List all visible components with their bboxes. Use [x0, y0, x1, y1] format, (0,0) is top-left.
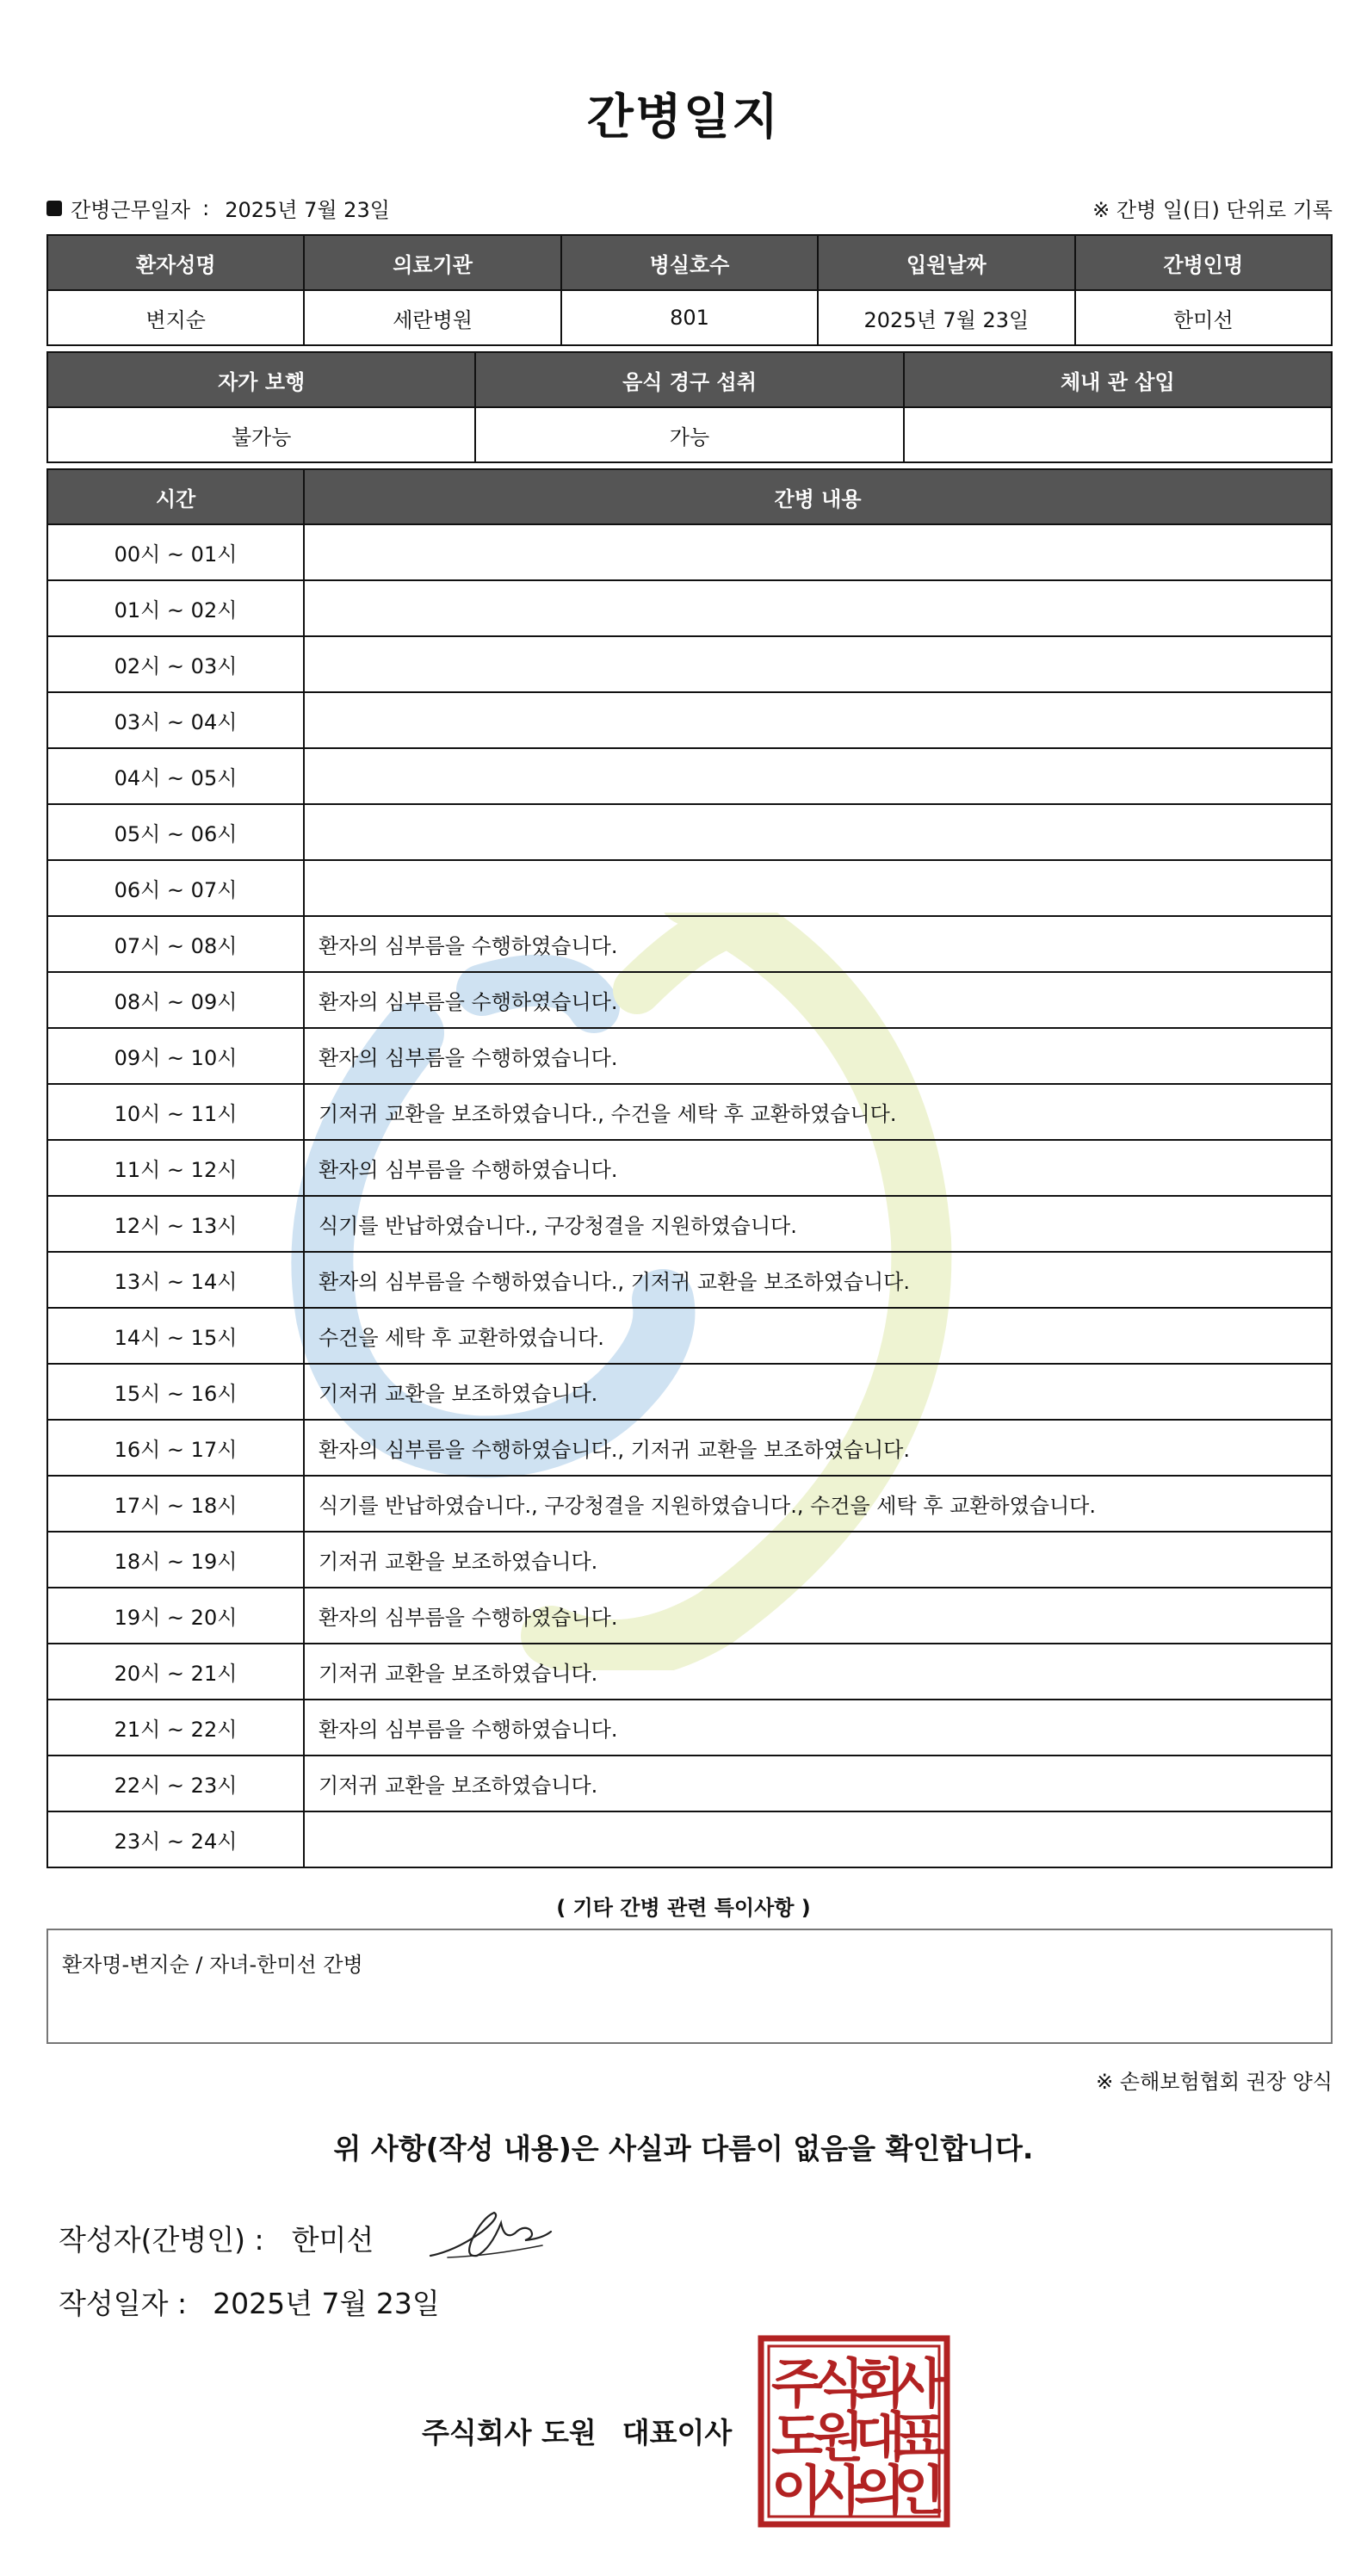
notes-text: 환자명-변지순 / 자녀-한미선 간병 [62, 1953, 363, 1977]
table-row [47, 580, 1332, 636]
table-row [47, 636, 1332, 692]
content-cell [304, 748, 1332, 804]
header-caregiver-name: 간병인명 [1075, 235, 1332, 290]
time-cell: 10시 ~ 11시 [47, 1084, 304, 1140]
time-cell: 19시 ~ 20시 [47, 1588, 304, 1644]
header-room-number: 병실호수 [561, 235, 818, 290]
patient-name-value: 변지순 [47, 290, 304, 345]
svg-text:표: 표 [894, 2406, 945, 2468]
hospital-value: 세란병원 [304, 290, 560, 345]
time-cell: 09시 ~ 10시 [47, 1028, 304, 1084]
content-cell: 기저귀 교환을 보조하였습니다., 수건을 세탁 후 교환하였습니다. [304, 1084, 1332, 1140]
content-cell: 환자의 심부름을 수행하였습니다. [304, 916, 1332, 972]
time-cell: 05시 ~ 06시 [47, 804, 304, 860]
time-cell: 15시 ~ 16시 [47, 1364, 304, 1420]
table-row [47, 1532, 1332, 1588]
table-row [47, 1252, 1332, 1308]
time-cell: 11시 ~ 12시 [47, 1140, 304, 1196]
svg-text:사: 사 [813, 2459, 864, 2522]
header-hospital: 의료기관 [304, 235, 560, 290]
header-time: 시간 [47, 469, 304, 524]
oral-intake-value: 가능 [475, 407, 903, 462]
svg-text:인: 인 [894, 2459, 945, 2522]
care-log-header-row [47, 469, 1332, 524]
table-row [47, 1308, 1332, 1364]
content-cell [304, 636, 1332, 692]
table-row [47, 972, 1332, 1028]
company-seal-icon [758, 2335, 950, 2528]
work-date-colon: : [202, 195, 210, 220]
time-cell: 22시 ~ 23시 [47, 1756, 304, 1811]
writer-line [59, 2218, 374, 2258]
content-cell: 환자의 심부름을 수행하였습니다., 기저귀 교환을 보조하였습니다. [304, 1420, 1332, 1476]
time-cell: 16시 ~ 17시 [47, 1420, 304, 1476]
notes-box [46, 1929, 1333, 2044]
content-cell: 환자의 심부름을 수행하였습니다. [304, 1140, 1332, 1196]
confirm-statement: 위 사항(작성 내용)은 사실과 다름이 없음을 확인합니다. [333, 2132, 1034, 2165]
time-cell: 14시 ~ 15시 [47, 1308, 304, 1364]
written-date-line [59, 2282, 440, 2322]
bullet-square-icon [46, 201, 62, 216]
time-cell: 21시 ~ 22시 [47, 1700, 304, 1756]
svg-text:대: 대 [854, 2406, 906, 2468]
writer-name: 한미선 [291, 2223, 374, 2257]
company-name: 주식회사 도원 [422, 2416, 597, 2449]
time-cell: 12시 ~ 13시 [47, 1196, 304, 1252]
table-row [47, 860, 1332, 916]
table-row [47, 1084, 1332, 1140]
content-cell: 식기를 반납하였습니다., 구강청결을 지원하였습니다. [304, 1196, 1332, 1252]
header-self-walking: 자가 보행 [47, 352, 475, 407]
svg-text:원: 원 [813, 2406, 864, 2468]
work-date-value: 2025년 7월 23일 [225, 198, 390, 222]
content-cell [304, 860, 1332, 916]
patient-info-header-row [47, 235, 1332, 290]
time-cell: 04시 ~ 05시 [47, 748, 304, 804]
content-cell: 기저귀 교환을 보조하였습니다. [304, 1644, 1332, 1700]
svg-text:사: 사 [894, 2352, 945, 2415]
content-cell [304, 580, 1332, 636]
self-walking-value: 불가능 [47, 407, 475, 462]
content-cell: 환자의 심부름을 수행하였습니다., 기저귀 교환을 보조하였습니다. [304, 1252, 1332, 1308]
content-cell: 식기를 반납하였습니다., 구강청결을 지원하였습니다., 수건을 세탁 후 교환하였습니다. [304, 1476, 1332, 1532]
time-cell: 02시 ~ 03시 [47, 636, 304, 692]
work-date [46, 193, 390, 223]
content-cell: 환자의 심부름을 수행하였습니다. [304, 1700, 1332, 1756]
status-header-row [47, 352, 1332, 407]
table-row [47, 748, 1332, 804]
table-row [47, 692, 1332, 748]
time-cell: 20시 ~ 21시 [47, 1644, 304, 1700]
svg-text:도: 도 [771, 2406, 823, 2468]
patient-info-value-row [47, 290, 1332, 345]
company-title: 대표이사 [622, 2416, 733, 2449]
content-cell: 환자의 심부름을 수행하였습니다. [304, 972, 1332, 1028]
table-row [47, 1028, 1332, 1084]
header-oral-intake: 음식 경구 섭취 [475, 352, 903, 407]
table-row [47, 1364, 1332, 1420]
written-date-label: 작성일자 : [59, 2287, 188, 2320]
table-row [47, 524, 1332, 580]
patient-info-table [46, 234, 1333, 346]
work-date-label: 간병근무일자 [71, 198, 191, 222]
status-value-row [47, 407, 1332, 462]
page-title: 간병일지 [586, 90, 781, 146]
recommend-note: ※ 손해보험협회 권장 양식 [1096, 2070, 1333, 2094]
header-care-content: 간병 내용 [304, 469, 1332, 524]
table-row [47, 1700, 1332, 1756]
time-cell: 08시 ~ 09시 [47, 972, 304, 1028]
header-admission-date: 입원날짜 [818, 235, 1074, 290]
tube-insertion-value [904, 407, 1332, 462]
header-patient-name: 환자성명 [47, 235, 304, 290]
care-log-table [46, 468, 1333, 1868]
time-cell: 17시 ~ 18시 [47, 1476, 304, 1532]
content-cell [304, 1811, 1332, 1867]
content-cell: 환자의 심부름을 수행하였습니다. [304, 1028, 1332, 1084]
table-row [47, 1140, 1332, 1196]
company-signature-line [422, 2411, 732, 2451]
table-row [47, 804, 1332, 860]
patient-status-table [46, 351, 1333, 463]
content-cell: 기저귀 교환을 보조하였습니다. [304, 1756, 1332, 1811]
caregiver-name-value: 한미선 [1075, 290, 1332, 345]
table-row [47, 1811, 1332, 1867]
svg-text:회: 회 [854, 2352, 906, 2415]
content-cell: 기저귀 교환을 보조하였습니다. [304, 1364, 1332, 1420]
content-cell [304, 692, 1332, 748]
time-cell: 00시 ~ 01시 [47, 524, 304, 580]
content-cell: 기저귀 교환을 보조하였습니다. [304, 1532, 1332, 1588]
notes-title: ( 기타 간병 관련 특이사항 ) [556, 1896, 811, 1920]
signature-icon [422, 2206, 560, 2266]
table-row [47, 1588, 1332, 1644]
svg-text:이: 이 [771, 2459, 823, 2522]
table-row [47, 1476, 1332, 1532]
time-cell: 07시 ~ 08시 [47, 916, 304, 972]
record-unit-note: ※ 간병 일(日) 단위로 기록 [1092, 198, 1333, 222]
table-row [47, 1196, 1332, 1252]
svg-text:주: 주 [771, 2352, 823, 2415]
admission-date-value: 2025년 7월 23일 [818, 290, 1074, 345]
room-number-value: 801 [561, 290, 818, 345]
meta-row [46, 189, 1333, 224]
content-cell: 수건을 세탁 후 교환하였습니다. [304, 1308, 1332, 1364]
content-cell [304, 524, 1332, 580]
svg-text:식: 식 [813, 2352, 864, 2415]
time-cell: 03시 ~ 04시 [47, 692, 304, 748]
table-row [47, 1420, 1332, 1476]
table-row [47, 1756, 1332, 1811]
table-row [47, 1644, 1332, 1700]
written-date-value: 2025년 7월 23일 [213, 2287, 440, 2320]
content-cell: 환자의 심부름을 수행하였습니다. [304, 1588, 1332, 1644]
svg-text:의: 의 [854, 2459, 906, 2522]
time-cell: 18시 ~ 19시 [47, 1532, 304, 1588]
content-cell [304, 804, 1332, 860]
writer-label: 작성자(간병인) : [59, 2223, 264, 2257]
table-row [47, 916, 1332, 972]
time-cell: 06시 ~ 07시 [47, 860, 304, 916]
time-cell: 23시 ~ 24시 [47, 1811, 304, 1867]
header-tube-insertion: 체내 관 삽입 [904, 352, 1332, 407]
time-cell: 01시 ~ 02시 [47, 580, 304, 636]
time-cell: 13시 ~ 14시 [47, 1252, 304, 1308]
